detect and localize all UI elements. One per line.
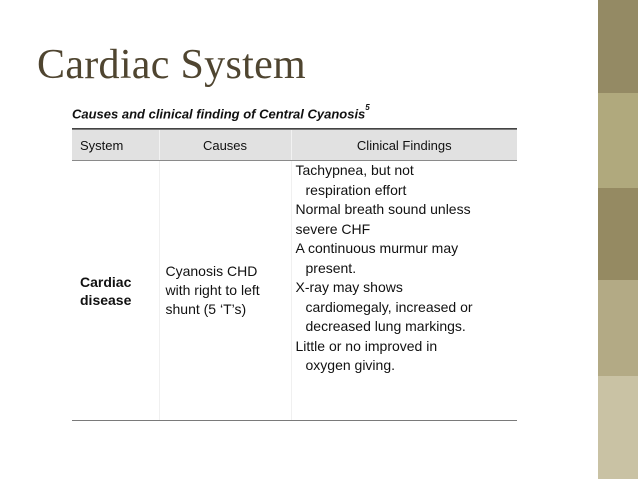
- side-strip-block: [598, 188, 638, 280]
- cell-system: [72, 161, 159, 421]
- finding-line: oxygen giving.: [305, 357, 396, 373]
- finding-line: A continuous murmur may: [295, 240, 459, 256]
- table-row: [72, 161, 517, 421]
- findings-list: [296, 161, 518, 376]
- finding-line: present.: [305, 259, 357, 276]
- table-caption-text: Causes and clinical finding of Central Cyanosis: [72, 106, 366, 122]
- finding-line: Tachypnea, but not: [295, 162, 414, 178]
- header-clinical-findings: Clinical Findings: [291, 130, 517, 161]
- system-line: Cardiac: [80, 273, 132, 290]
- finding-line: Normal breath sound unless: [295, 201, 471, 217]
- table-header-row: [72, 130, 517, 161]
- cause-line: Cyanosis CHD: [165, 263, 258, 279]
- slide-title: Cardiac System: [37, 42, 306, 88]
- header-causes: Causes: [159, 130, 291, 161]
- side-strip-block: [598, 0, 638, 93]
- system-line: disease: [80, 291, 132, 308]
- side-strip-block: [598, 93, 638, 188]
- finding-line: severe CHF: [295, 220, 371, 237]
- table-caption: [72, 94, 517, 129]
- finding-line: decreased lung markings.: [305, 318, 466, 334]
- cell-clinical-findings: [291, 161, 517, 421]
- finding-line: cardiomegaly, increased or: [305, 298, 473, 315]
- side-decoration-strip: [598, 0, 638, 479]
- side-strip-block: [598, 376, 638, 479]
- finding-line: Little or no improved in: [295, 337, 438, 354]
- cell-causes: [159, 161, 291, 421]
- caption-reference: 5: [365, 103, 370, 112]
- cause-line: with right to left: [165, 282, 260, 298]
- cyanosis-table: [72, 94, 517, 421]
- finding-line: respiration effort: [305, 181, 407, 198]
- findings-table: [72, 129, 517, 421]
- cause-line: shunt (5 ‘T’s): [165, 301, 247, 317]
- header-system: System: [72, 130, 159, 161]
- finding-line: X-ray may shows: [295, 279, 403, 295]
- side-strip-block: [598, 280, 638, 376]
